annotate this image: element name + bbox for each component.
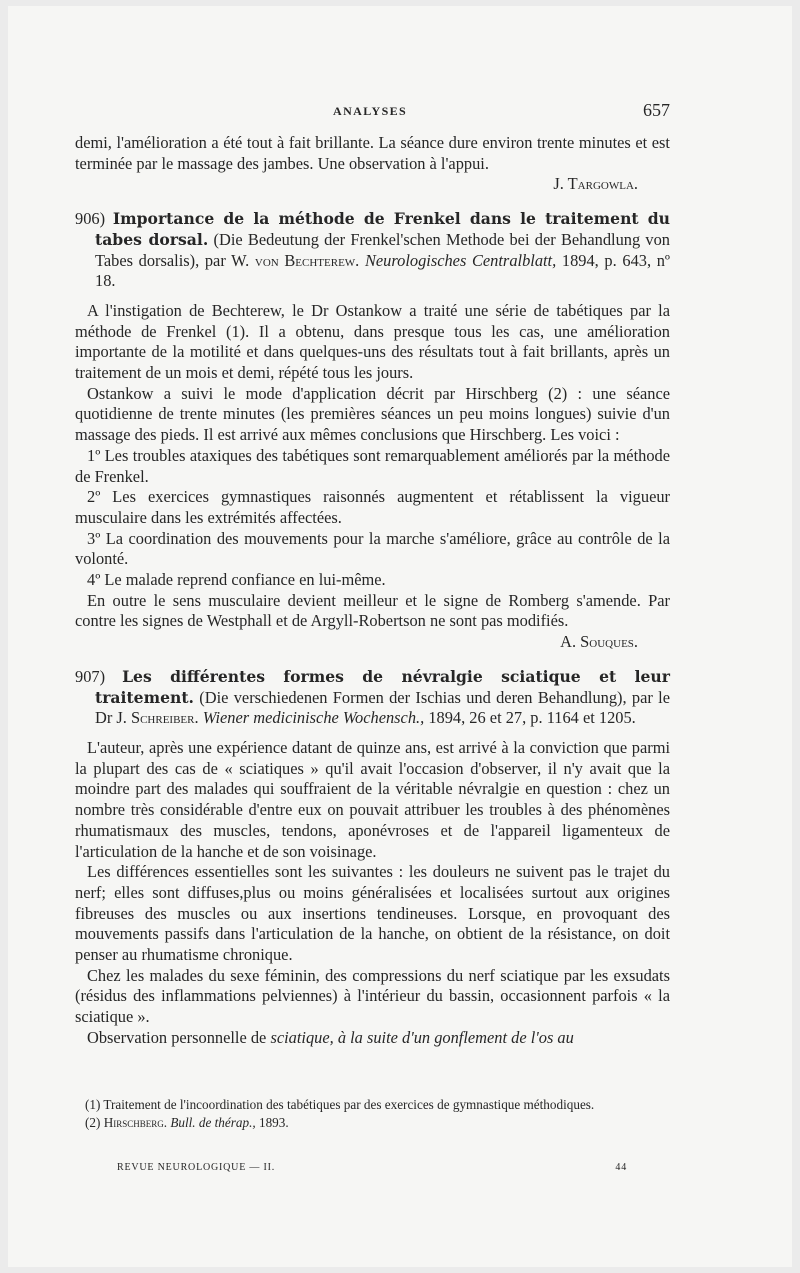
page-header	[75, 100, 670, 122]
article-906-author: A. Souques.	[560, 632, 638, 652]
article-906-item-1: 1º Les troubles ataxiques des tabétiques sont remarquablement améliorés par la méthode de Frenkel.	[75, 445, 670, 486]
article-906-title: Importance de la méthode de Frenkel dans le traitement du tabes dorsal.	[95, 209, 670, 249]
article-907-paragraph-4	[75, 1028, 670, 1049]
footnote-2-author: Hirschberg.	[103, 1115, 168, 1130]
article-906-paragraph-3: En outre le sens musculaire devient meilleur et le signe de Romberg s'amende. Par contre les signes de Westphall et de Argyll-Robertson ne sont pas modifiés.	[75, 590, 670, 631]
footnote-2	[75, 1114, 670, 1132]
article-905-author: J. Targowla.	[553, 174, 638, 194]
footnote-2-year: 1893.	[258, 1115, 289, 1130]
article-907-paragraph-2: Les différences essentielles sont les suivantes : les douleurs ne suivent pas le trajet du nerf; elles sont diffuses,plus ou moins généralisées et localisées surtout aux origines fibreuses des muscles ou aux insertions tendineuses. Lorsque, en provoquant des mouvements passifs dans l'articulation de la hanche, on obtient de la résistance, on doit penser au rhumatisme chronique.	[75, 862, 670, 965]
article-906-item-3: 3º La coordination des mouvements pour la marche s'améliore, grâce au contrôle de la volonté.	[75, 528, 670, 569]
article-907-paragraph-1: L'auteur, après une expérience datant de quinze ans, est arrivé à la conviction que parmi la plupart des cas de « sciatiques » qu'il avait l'occasion d'observer, il n'y avait que la moindre part des malades qui souffraient de la véritable névralgie en question : chez un nombre très considérable d'entre eux on pouvait attribuer les troubles à des phénomènes rhumatismaux des muscles, tendons, aponévroses et de l'appareil ligamenteux de l'articulation de la hanche et de son voisinage.	[75, 737, 670, 861]
article-907-ref-details: 1894, 26 et 27, p. 1164 et 1205.	[428, 708, 636, 728]
article-906-number: 906)	[75, 209, 106, 229]
article-907-number: 907)	[75, 666, 106, 686]
running-title: ANALYSES	[333, 104, 408, 118]
article-907-ref-journal: Wiener medicinische Wochensch.,	[202, 708, 425, 728]
article-907-p4-start: Observation personnelle de	[87, 1027, 267, 1047]
page-footer	[117, 1162, 627, 1178]
footnote-2-label: (2)	[85, 1115, 101, 1130]
footnotes	[75, 1096, 670, 1132]
journal-signature: REVUE NEUROLOGIQUE — II.	[117, 1162, 276, 1173]
article-906-paragraph-2: Ostankow a suivi le mode d'application décrit par Hirschberg (2) : une séance quotidienne de trente minutes (les premières séances un peu moins longues) suivie d'un massage des pieds. Il est arrivé aux mêmes conclusions que Hirschberg. Les voici :	[75, 383, 670, 445]
footnote-1: (1) Traitement de l'incoordination des tabétiques par des exercices de gymnastique méthodiques.	[85, 1097, 595, 1112]
page-number: 657	[643, 100, 670, 120]
sheet-number: 44	[615, 1162, 627, 1173]
article-907-ref-a: (Die verschiedenen Formen der Ischias und deren Behandlung), par le Dr	[95, 687, 670, 728]
article-906-ref-author: von Bechterew.	[254, 250, 360, 270]
article-906-paragraph-1: A l'instigation de Bechterew, le Dr Ostankow a traité une série de tabétiques par la méthode de Frenkel (1). Il a obtenu, dans presque tous les cas, une amélioration importante de la motilité et dans quelques-uns des résultats tout à fait brillants, après un traitement de un mois et demi, répété tous les jours.	[75, 300, 670, 383]
article-906-ref-a: (Die Bedeutung der Frenkel'schen Methode bei der Behandlung von Tabes dorsalis), par W.	[95, 229, 670, 270]
article-906-ref-journal: Neurologisches Centralblatt,	[364, 250, 557, 270]
article-906-item-4: 4º Le malade reprend confiance en lui-même.	[87, 570, 386, 590]
article-905-end-text: demi, l'amélioration a été tout à fait brillante. La séance dure environ trente minutes et est terminée par le massage des jambes. Une observation à l'appui.	[75, 133, 670, 173]
article-907-title: Les différentes formes de névralgie sciatique et leur traitement.	[95, 666, 670, 707]
main-text	[75, 133, 670, 1049]
article-907-paragraph-3: Chez les malades du sexe féminin, des compressions du nerf sciatique par les exsudats (résidus des inflammations pelviennes) à l'intérieur du bassin, occasionnent parfois « la sciatique ».	[75, 965, 670, 1027]
article-906-item-2: 2º Les exercices gymnastiques raisonnés augmentent et rétablissent la vigueur musculaire dans les extrémités affectées.	[75, 487, 670, 527]
footnote-2-journal: Bull. de thérap.,	[170, 1115, 256, 1130]
article-907-p4-italic: sciatique, à la suite d'un gonflement de l'os au	[270, 1027, 574, 1047]
article-907-ref-author: J. Schreiber.	[116, 708, 199, 728]
article-907-heading	[75, 667, 670, 729]
article-906-heading	[75, 209, 670, 292]
article-906-ref-details: 1894, p. 643, nº 18.	[95, 250, 670, 291]
